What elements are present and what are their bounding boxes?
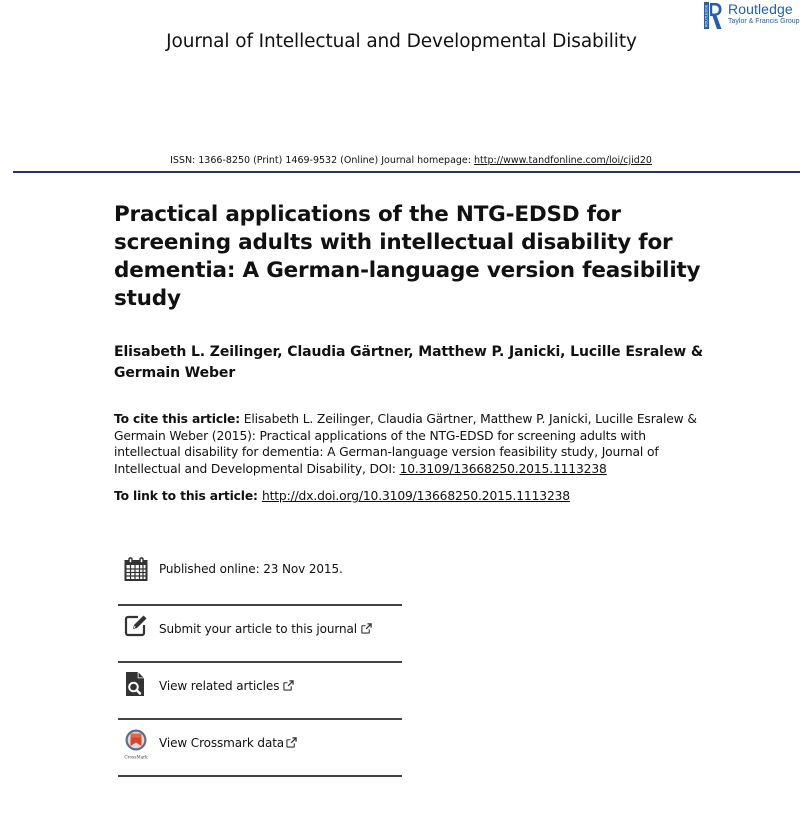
- doi-link[interactable]: 10.3109/13668250.2015.1113238: [399, 461, 607, 476]
- divider: [118, 775, 402, 777]
- header-rule: [13, 171, 800, 173]
- issn-text: ISSN: 1366-8250 (Print) 1469-9532 (Online) Journal homepage:: [170, 155, 474, 166]
- publisher-subtitle: Taylor & Francis Group: [728, 18, 800, 25]
- divider: [118, 661, 402, 663]
- article-link-block: [114, 488, 704, 504]
- calendar-icon: [124, 557, 148, 581]
- external-link-icon: [283, 680, 294, 691]
- submit-article-link[interactable]: [118, 607, 402, 664]
- journal-title: Journal of Intellectual and Developmental Disability: [166, 31, 637, 52]
- related-articles-text[interactable]: View related articles: [159, 679, 280, 693]
- routledge-r-icon: [704, 1, 722, 31]
- citation-text: Elisabeth L. Zeilinger, Claudia Gärtner, Matthew P. Janicki, Lucille Esralew & Germain Weber (2015): Practical applications of the NTG-EDSD for screening adults with intellectual disability for dementia: A German-language version feasibility study, Journal of Intellectual and Developmental Disability, DOI:: [114, 412, 697, 476]
- divider: [118, 604, 402, 606]
- external-link-icon: [286, 737, 297, 748]
- article-title: Practical applications of the NTG-EDSD for screening adults with intellectual disability for dementia: A German-language version feasibility study: [114, 202, 701, 311]
- svg-text:ROUTLEDGE: ROUTLEDGE: [704, 4, 709, 27]
- citation-block: [114, 411, 704, 477]
- edit-icon: [124, 613, 148, 637]
- published-online-item: [118, 547, 402, 604]
- citation-label: To cite this article:: [114, 412, 241, 426]
- external-link-icon: [361, 623, 372, 634]
- crossmark-icon: [123, 729, 149, 761]
- svg-text:CrossMark: CrossMark: [124, 754, 148, 760]
- journal-homepage-link[interactable]: http://www.tandfonline.com/loi/cjid20: [474, 155, 652, 166]
- article-url-link[interactable]: http://dx.doi.org/10.3109/13668250.2015.1113238: [261, 489, 570, 503]
- article-link-label: To link to this article:: [114, 489, 262, 503]
- crossmark-text[interactable]: View Crossmark data: [159, 736, 285, 750]
- published-online-label: Published online: 23 Nov 2015.: [159, 562, 343, 576]
- related-articles-link[interactable]: [118, 664, 402, 721]
- related-articles-icon: [124, 672, 148, 696]
- routledge-logo: [704, 1, 809, 31]
- crossmark-link[interactable]: [118, 721, 402, 778]
- publisher-name: Routledge: [728, 1, 793, 17]
- submit-article-label[interactable]: [159, 622, 372, 636]
- issn-line: [0, 155, 809, 166]
- crossmark-label[interactable]: [159, 736, 297, 750]
- divider: [118, 718, 402, 720]
- article-authors: Elisabeth L. Zeilinger, Claudia Gärtner, Matthew P. Janicki, Lucille Esralew & Germain Weber: [114, 344, 703, 381]
- related-articles-label[interactable]: [159, 679, 294, 693]
- submit-article-text[interactable]: Submit your article to this journal: [159, 622, 358, 636]
